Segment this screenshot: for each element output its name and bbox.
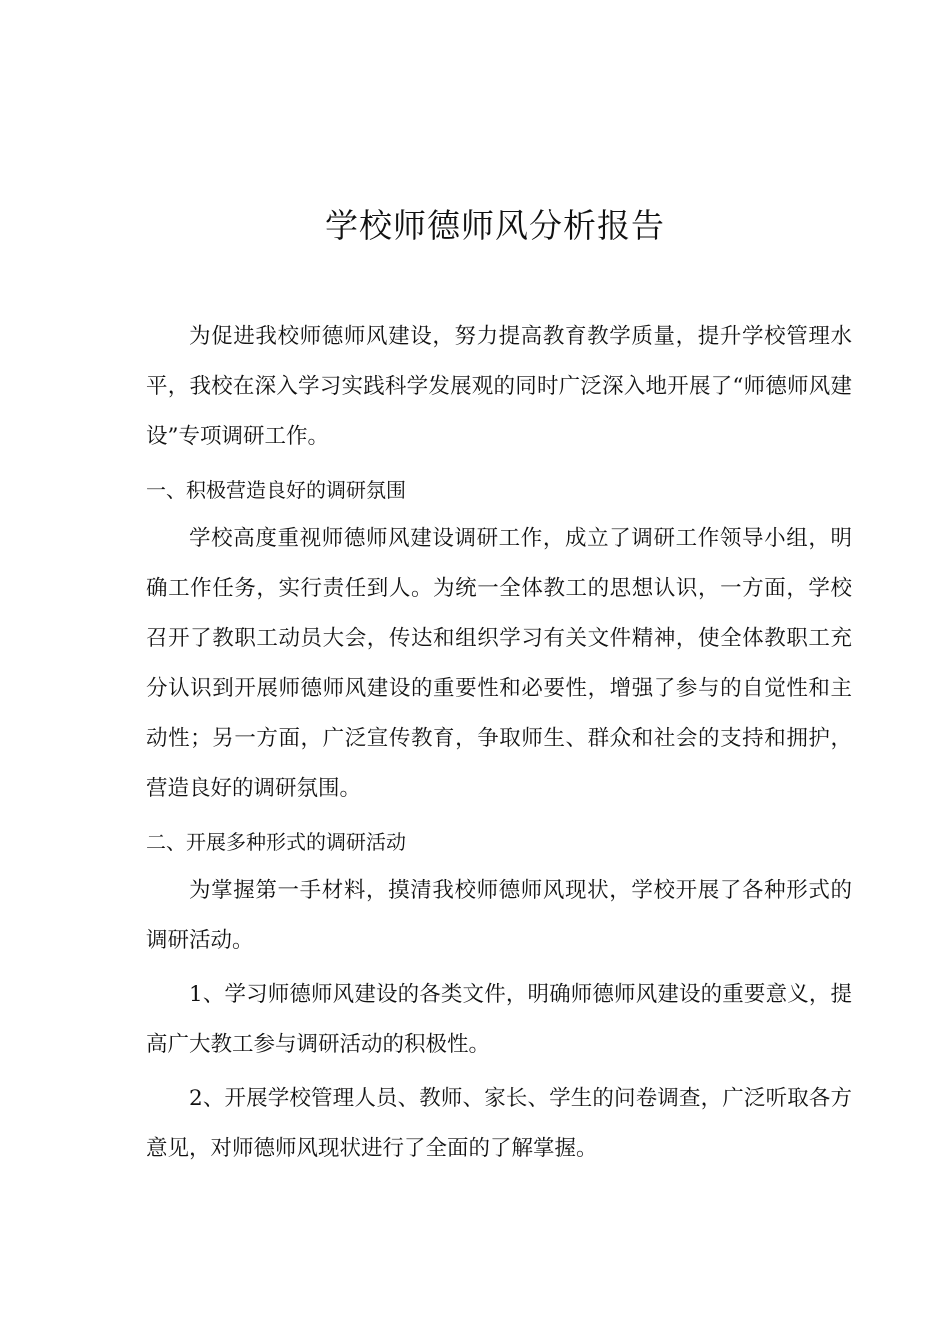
section-1-paragraph: 学校高度重视师德师风建设调研工作，成立了调研工作领导小组，明确工作任务，实行责任到人。为统一全体教工的思想认识，一方面，学校召开了教职工动员大会，传达和组织学习有关文件精神，使全体教职工充分认识到开展师德师风建设的重要性和必要性，增强了参与的自觉性和主动性；另一方面，广泛宣传教育，争取师生、群众和社会的支持和拥护，营造良好的调研氛围。 [146,526,852,801]
document-title: 学校师德师风分析报告 [325,206,665,245]
section-1-heading: 一、积极营造良好的调研氛围 [146,478,406,502]
document-body [146,312,852,1174]
intro-paragraph: 为促进我校师德师风建设，努力提高教育教学质量，提升学校管理水平，我校在深入学习实践科学发展观的同时广泛深入地开展了“师德师风建设”专项调研工作。 [146,324,852,449]
section-2-item-1: 1、学习师德师风建设的各类文件，明确师德师风建设的重要意义，提高广大教工参与调研活动的积极性。 [146,982,852,1057]
section-2-heading: 二、开展多种形式的调研活动 [146,830,406,854]
section-2-item-2: 2、开展学校管理人员、教师、家长、学生的问卷调查，广泛听取各方意见，对师德师风现状进行了全面的了解掌握。 [146,1086,852,1161]
section-2-paragraph: 为掌握第一手材料，摸清我校师德师风现状，学校开展了各种形式的调研活动。 [146,878,852,953]
